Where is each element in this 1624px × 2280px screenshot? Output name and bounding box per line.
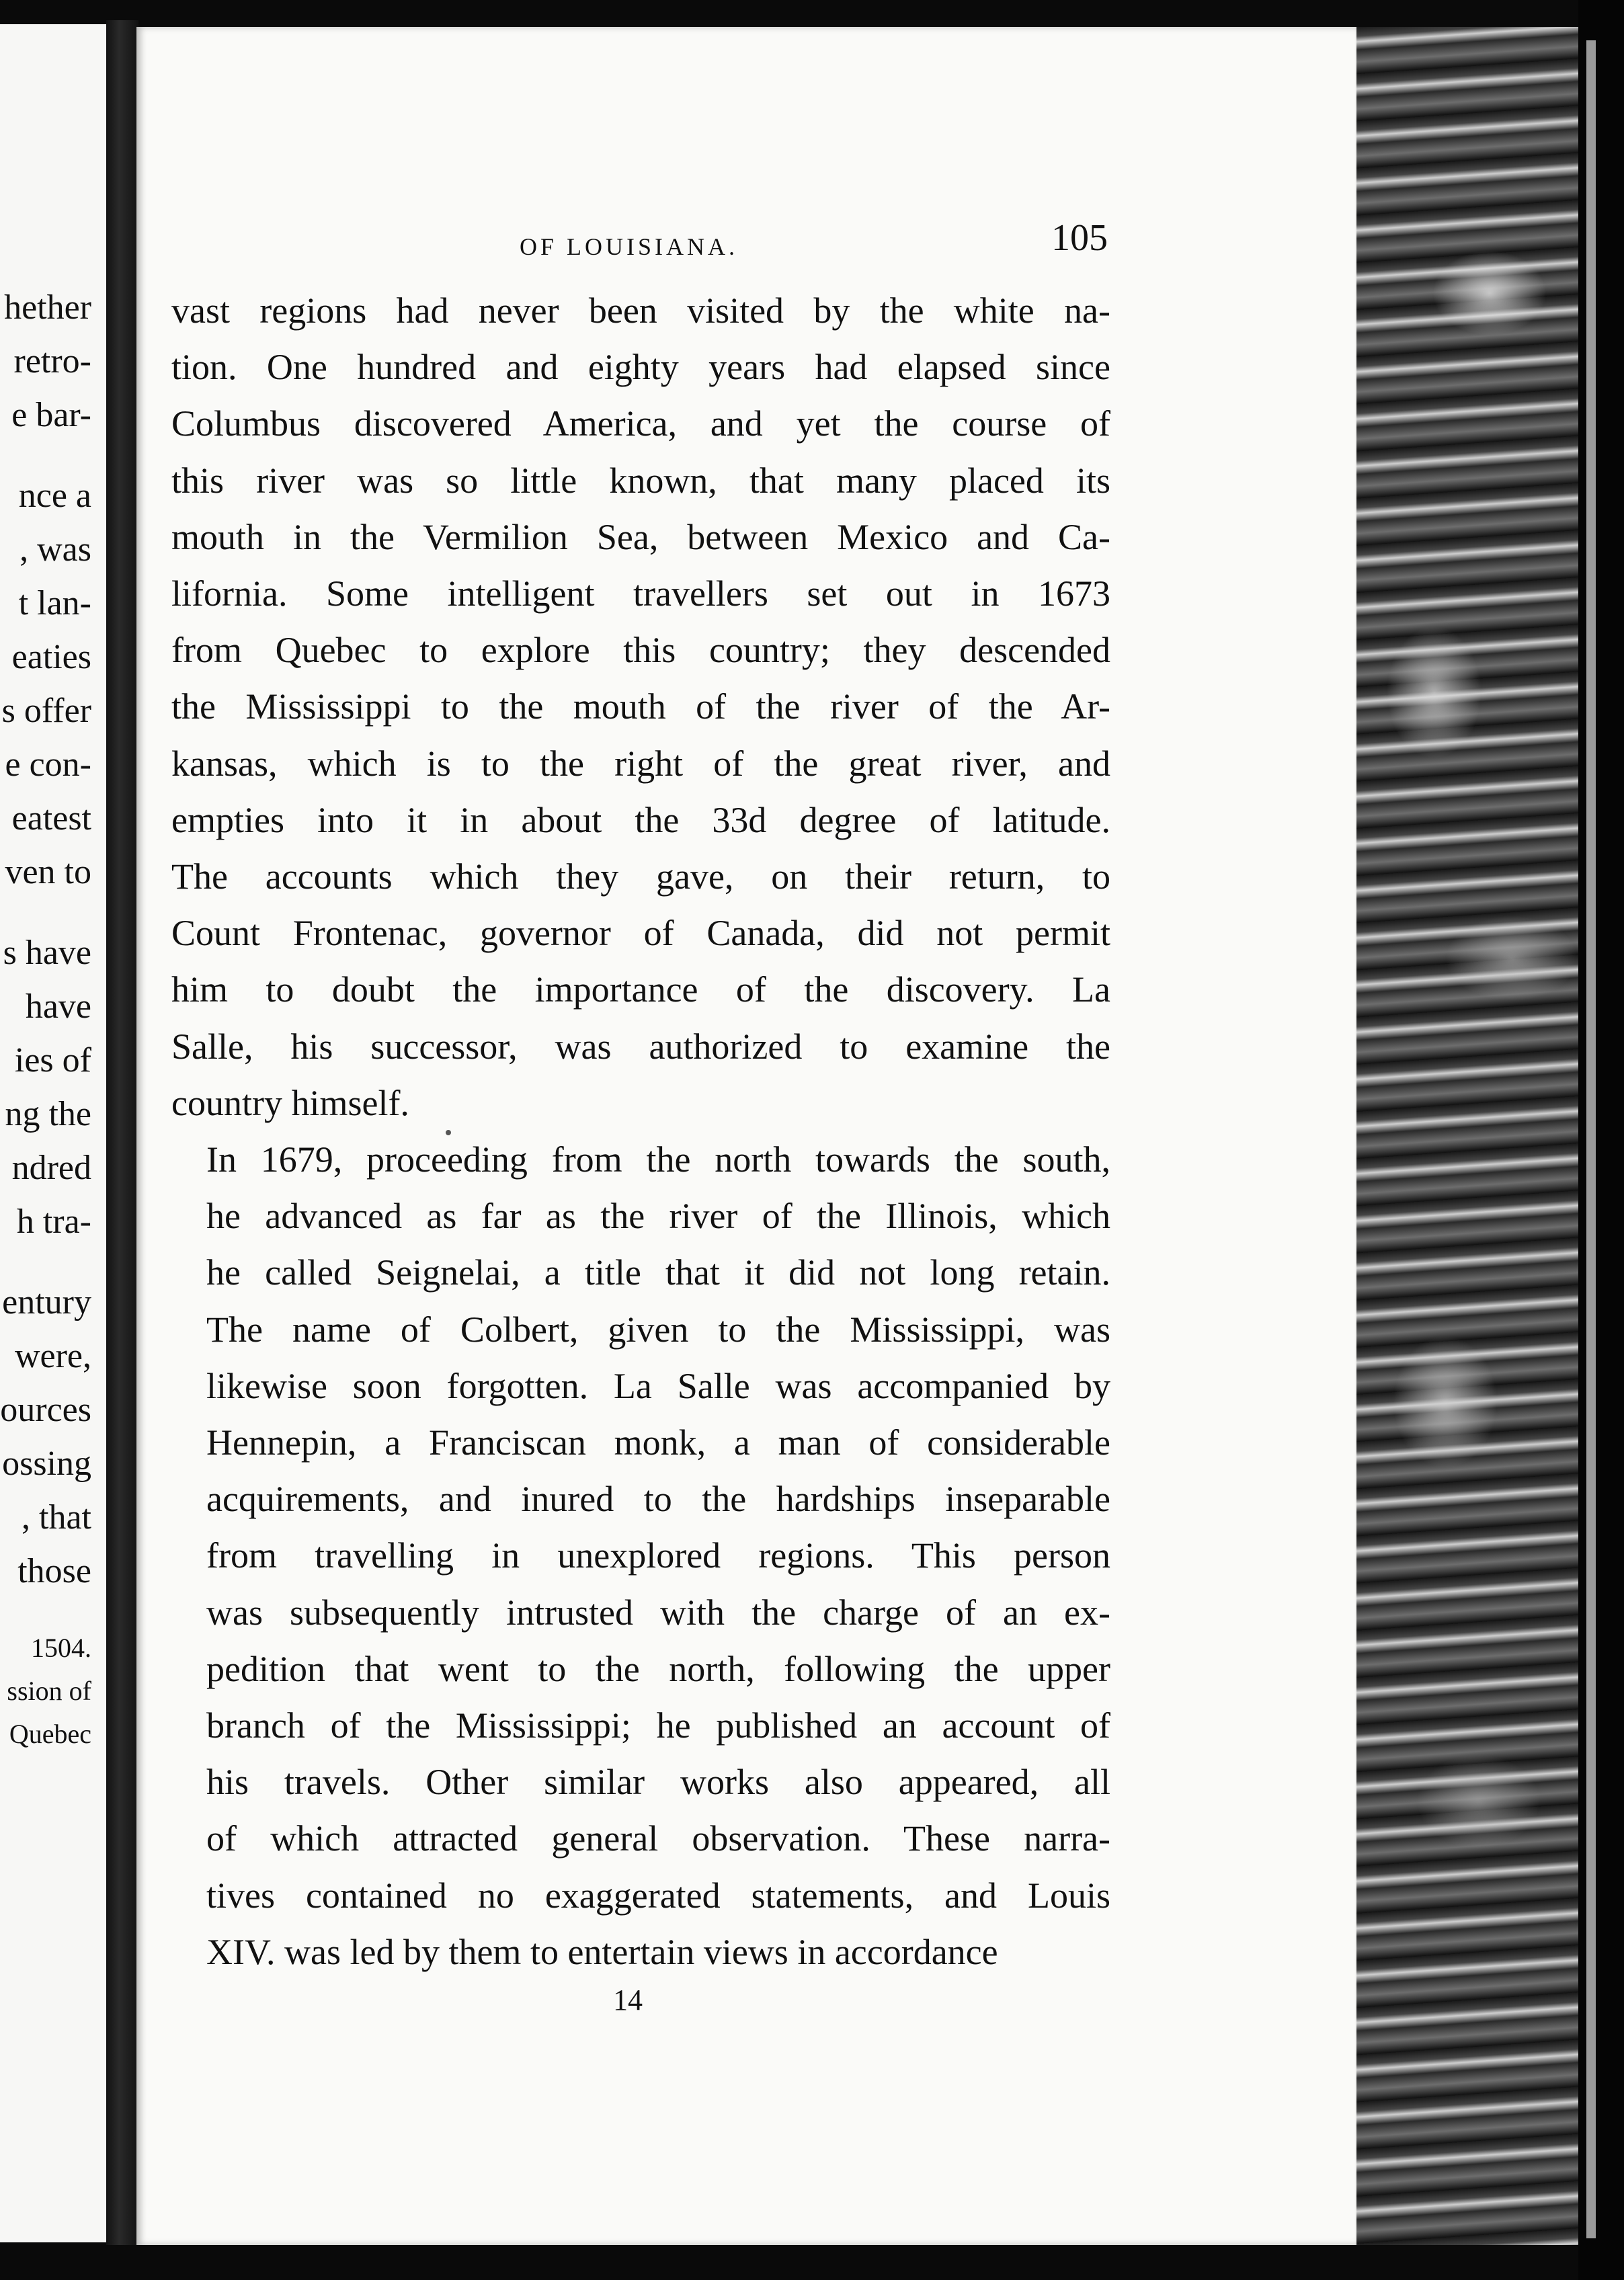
text-line: In 1679, proceeding from the north towards the south,: [206, 1139, 1110, 1180]
text-line: Hennepin, a Franciscan monk, a man of considerable: [206, 1422, 1110, 1463]
facing-page-line: t lan-: [18, 584, 91, 622]
paragraph-2: [171, 1131, 1110, 1980]
marbling-pattern: [1356, 27, 1578, 2245]
facing-page-line: nce a: [18, 477, 91, 515]
text-line: mouth in the Vermilion Sea, between Mexico and Ca-: [171, 516, 1110, 557]
body-text: [171, 282, 1110, 1980]
text-line: lifornia. Some intelligent travellers set out in 1673: [171, 573, 1110, 614]
page-number: 105: [1051, 217, 1108, 259]
facing-page-line: e bar-: [11, 396, 91, 434]
text-line: of which attracted general observation. These narra-: [206, 1818, 1110, 1859]
text-line: Salle, his successor, was authorized to examine the: [171, 1026, 1110, 1067]
facing-page-line: ossing: [2, 1444, 91, 1483]
facing-page-line: ies of: [14, 1041, 91, 1080]
facing-page-line: were,: [14, 1337, 91, 1375]
text-line: vast regions had never been visited by the white na-: [171, 290, 1110, 331]
text-line: The accounts which they gave, on their return, to: [171, 856, 1110, 897]
facing-page-line: retro-: [13, 342, 91, 380]
text-line: likewise soon forgotten. La Salle was accompanied by: [206, 1365, 1110, 1406]
text-line: pedition that went to the north, following the upper: [206, 1648, 1110, 1689]
facing-page-line: h tra-: [16, 1203, 91, 1241]
text-line: from Quebec to explore this country; they descended: [171, 630, 1110, 671]
scan-edge: [1578, 0, 1624, 2280]
facing-page-line: e con-: [5, 745, 91, 784]
text-line: XIV. was led by them to entertain views in accordance: [206, 1931, 998, 1972]
book-gutter: [106, 20, 138, 2245]
facing-page-line: have: [25, 987, 91, 1026]
text-line: him to doubt the importance of the discovery. La: [171, 969, 1110, 1010]
running-head: [389, 210, 1108, 260]
facing-page-line: s have: [3, 934, 91, 972]
text-line: The name of Colbert, given to the Mississippi, was: [206, 1309, 1110, 1350]
facing-page-line: ndred: [11, 1149, 91, 1187]
text-line: kansas, which is to the right of the great river, and: [171, 743, 1110, 784]
signature-mark: 14: [613, 1984, 643, 2017]
facing-page-line: those: [17, 1552, 91, 1590]
running-head-title: OF LOUISIANA.: [520, 233, 738, 260]
facing-page-line: , was: [19, 530, 91, 569]
facing-page-line: 1504.: [31, 1633, 91, 1663]
ink-speck: [446, 1130, 451, 1135]
text-line: this river was so little known, that many placed its: [171, 460, 1110, 501]
book-edge-line: [1586, 40, 1596, 2238]
facing-page-line: entury: [2, 1283, 91, 1321]
paragraph-1: [171, 282, 1110, 1131]
text-line: branch of the Mississippi; he published an account of: [206, 1705, 1110, 1746]
facing-page-line: ssion of: [7, 1676, 91, 1706]
text-line: the Mississippi to the mouth of the river of the Ar-: [171, 686, 1110, 727]
text-line: tives contained no exaggerated statements, and Louis: [206, 1875, 1110, 1916]
text-line: his travels. Other similar works also appeared, all: [206, 1762, 1110, 1803]
text-line: empties into it in about the 33d degree of latitude.: [171, 799, 1110, 840]
facing-page: [0, 24, 108, 2242]
text-line: he advanced as far as the river of the Illinois, which: [206, 1196, 1110, 1237]
facing-page-line: , that: [22, 1498, 91, 1537]
facing-page-line: eaties: [11, 638, 91, 676]
text-line: Columbus discovered America, and yet the course of: [171, 403, 1110, 444]
facing-page-line: eatest: [11, 799, 91, 838]
facing-page-line: ng the: [5, 1095, 91, 1133]
text-line: from travelling in unexplored regions. This person: [206, 1535, 1110, 1576]
facing-page-line: hether: [4, 288, 91, 327]
text-line: tion. One hundred and eighty years had elapsed since: [171, 347, 1110, 388]
text-line: he called Seignelai, a title that it did not long retain.: [206, 1252, 1110, 1293]
text-line: was subsequently intrusted with the charge of an ex-: [206, 1592, 1110, 1633]
facing-page-line: s offer: [1, 692, 91, 730]
text-line: Count Frontenac, governor of Canada, did not permit: [171, 913, 1110, 954]
text-line: country himself.: [171, 1082, 409, 1123]
facing-page-line: ven to: [5, 853, 91, 891]
text-line: acquirements, and inured to the hardships inseparable: [206, 1479, 1110, 1520]
facing-page-line: ources: [0, 1391, 91, 1429]
facing-page-line: Quebec: [9, 1719, 91, 1749]
marbled-board: [1356, 27, 1578, 2245]
